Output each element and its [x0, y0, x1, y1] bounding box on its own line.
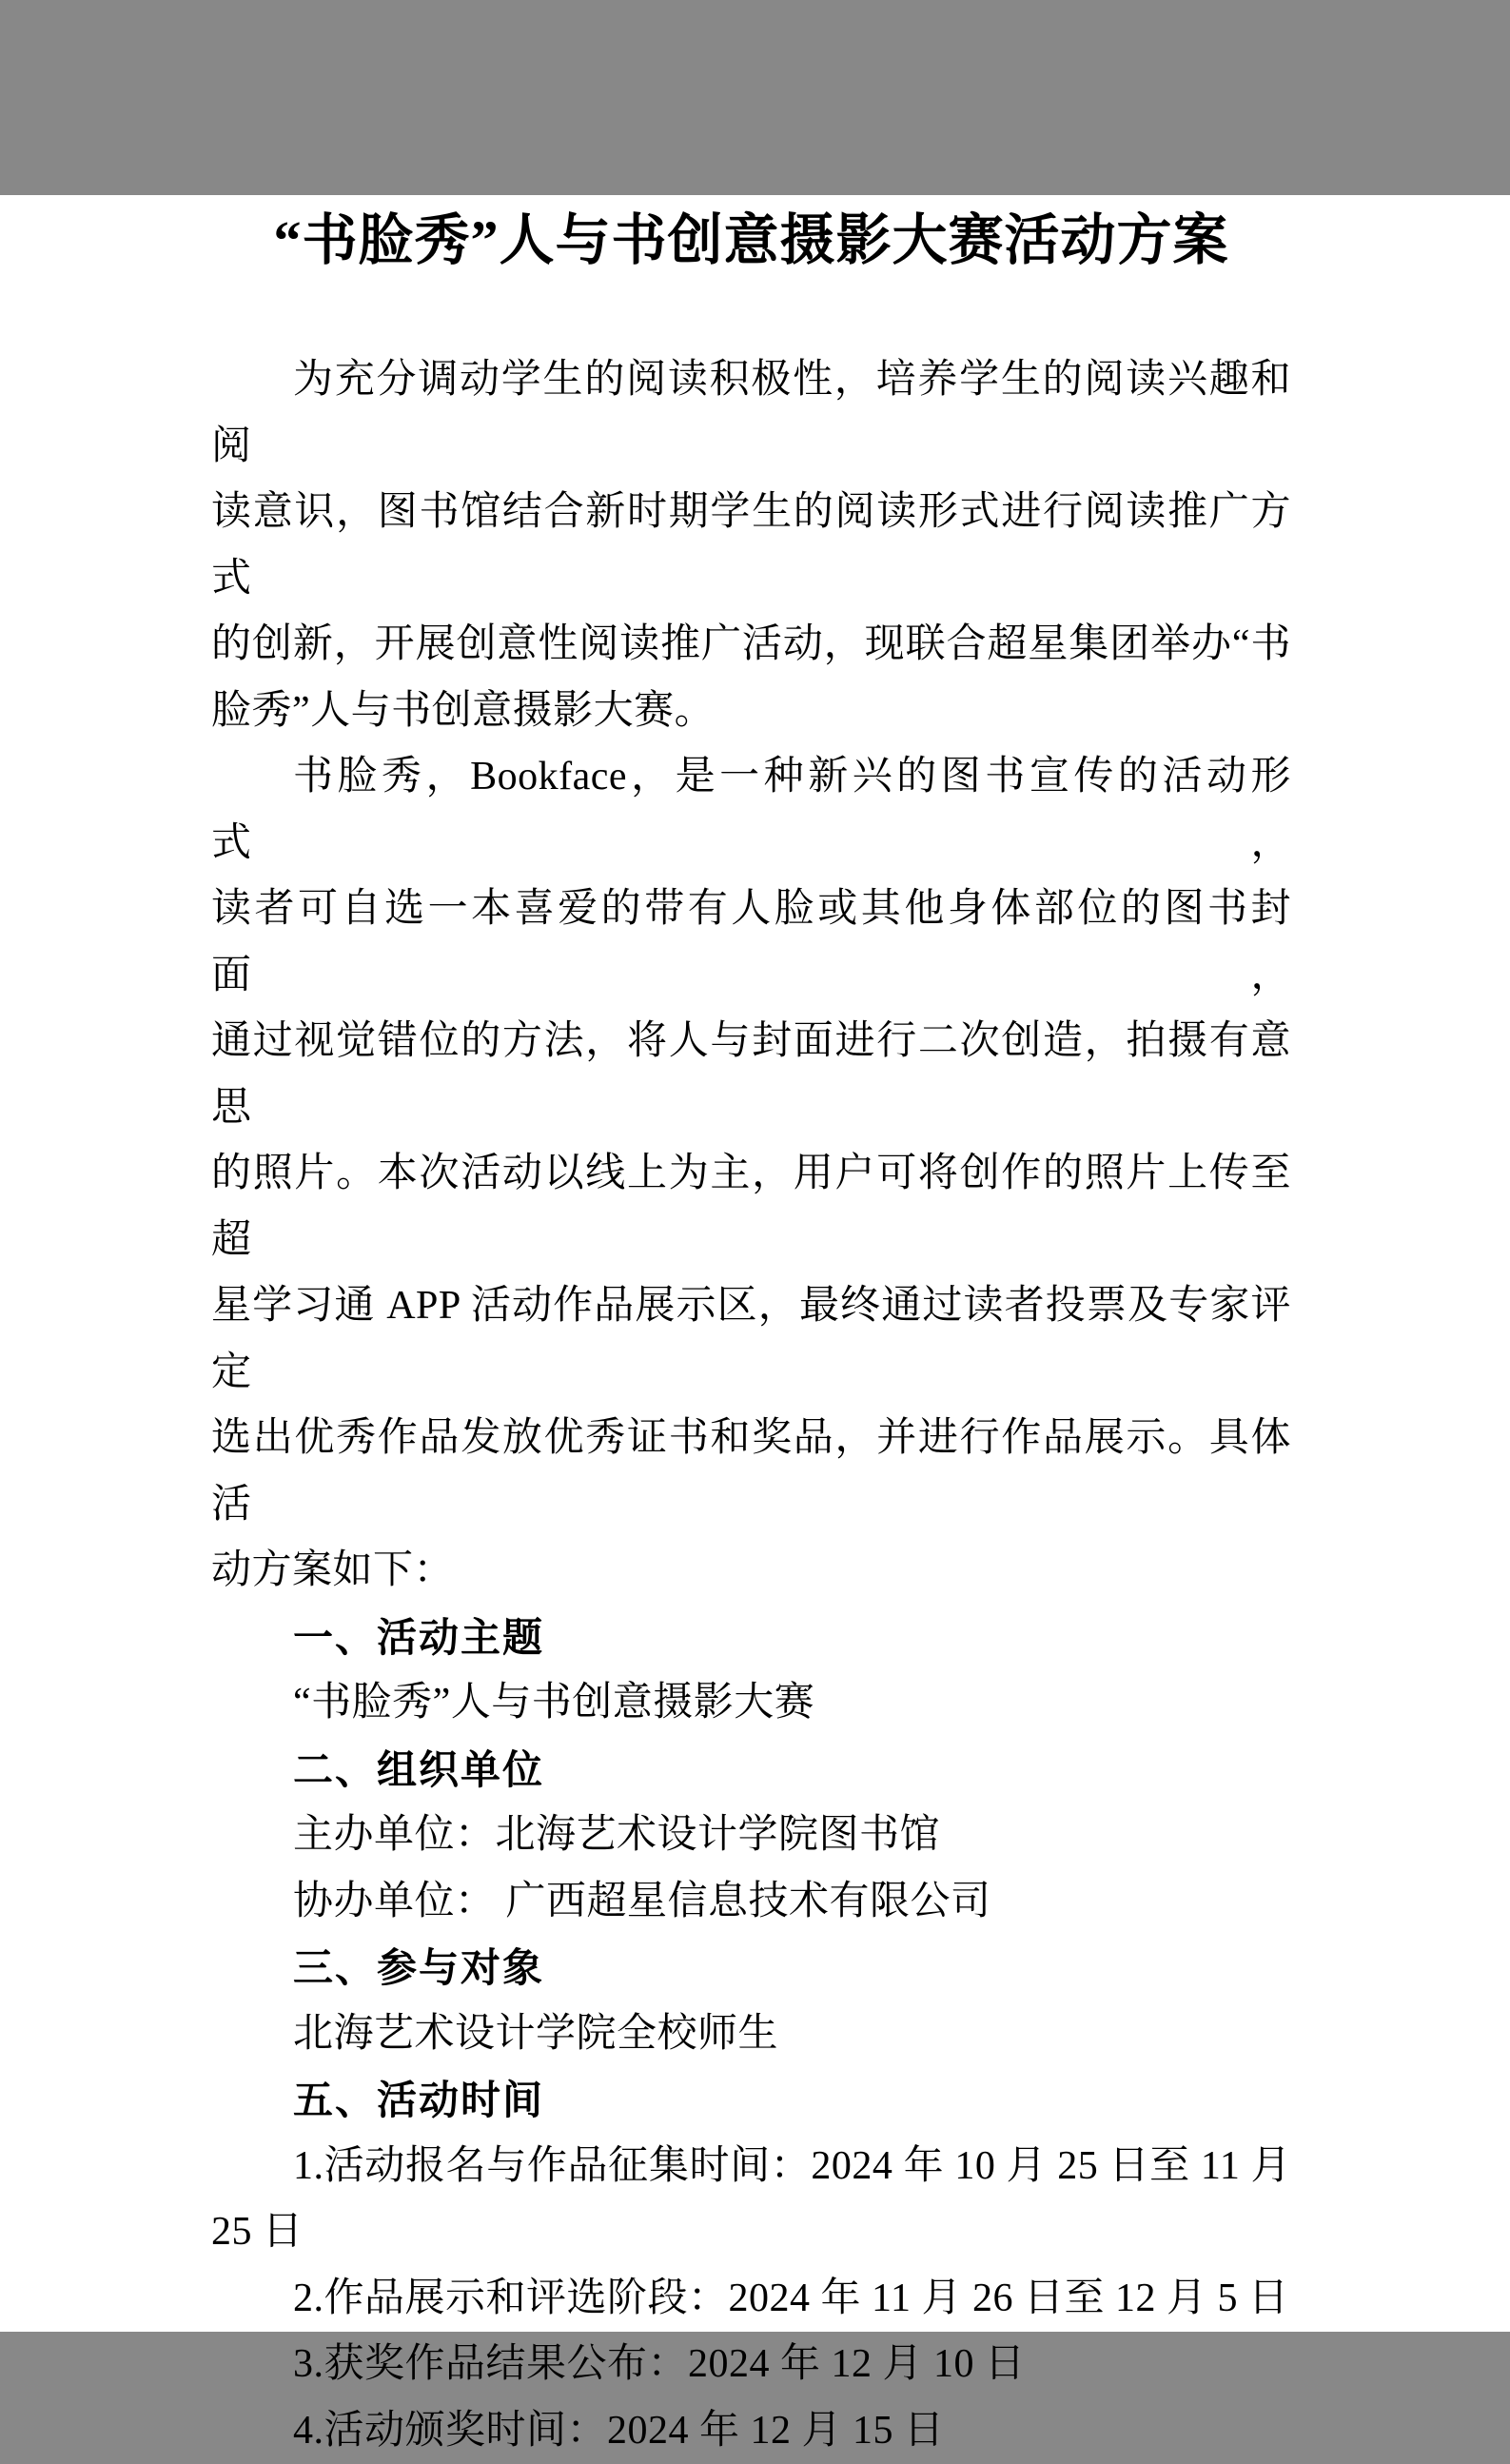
- text-line: “书脸秀”人与书创意摄影大赛: [211, 1670, 1291, 1737]
- text-line: 的创新，开展创意性阅读推广活动，现联合超星集团举办“书: [211, 612, 1291, 679]
- text-line: 选出优秀作品发放优秀证书和奖品，并进行作品展示。具体活: [211, 1406, 1291, 1538]
- section-heading: 五、活动时间: [211, 2067, 1291, 2134]
- text-line: 的照片。本次活动以线上为主，用户可将创作的照片上传至超: [211, 1141, 1291, 1273]
- text-line: 25 日: [211, 2199, 1291, 2266]
- text-line: 为充分调动学生的阅读积极性，培养学生的阅读兴趣和阅: [211, 347, 1291, 480]
- text-line: 通过视觉错位的方法，将人与封面进行二次创造，拍摄有意思: [211, 1009, 1291, 1141]
- text-line: 动方案如下：: [211, 1538, 1291, 1605]
- document-body: [211, 347, 1291, 2464]
- text-line: 4.活动颁奖时间：2024 年 12 月 15 日: [211, 2398, 1291, 2464]
- document-title: “书脸秀”人与书创意摄影大赛活动方案: [211, 195, 1291, 286]
- text-line: 北海艺术设计学院全校师生: [211, 2001, 1291, 2068]
- text-line: 2.作品展示和评选阶段：2024 年 11 月 26 日至 12 月 5 日: [211, 2266, 1291, 2333]
- text-line: 主办单位：北海艺术设计学院图书馆: [211, 1803, 1291, 1869]
- text-line: 脸秀”人与书创意摄影大赛。: [211, 679, 1291, 745]
- text-line: 读者可自选一本喜爱的带有人脸或其他身体部位的图书封面，: [211, 877, 1291, 1009]
- text-line: 读意识，图书馆结合新时期学生的阅读形式进行阅读推广方式: [211, 480, 1291, 612]
- text-line: 协办单位： 广西超星信息技术有限公司: [211, 1869, 1291, 1936]
- document-page: [0, 195, 1510, 2332]
- section-heading: 二、组织单位: [211, 1737, 1291, 1804]
- section-heading: 三、参与对象: [211, 1935, 1291, 2001]
- text-line: 1.活动报名与作品征集时间：2024 年 10 月 25 日至 11 月: [211, 2134, 1291, 2200]
- section-heading: 一、活动主题: [211, 1605, 1291, 1671]
- text-line: 3.获奖作品结果公布：2024 年 12 月 10 日: [211, 2332, 1291, 2398]
- text-line: 书脸秀，Bookface，是一种新兴的图书宣传的活动形式，: [211, 744, 1291, 877]
- text-line: 星学习通 APP 活动作品展示区，最终通过读者投票及专家评定: [211, 1273, 1291, 1406]
